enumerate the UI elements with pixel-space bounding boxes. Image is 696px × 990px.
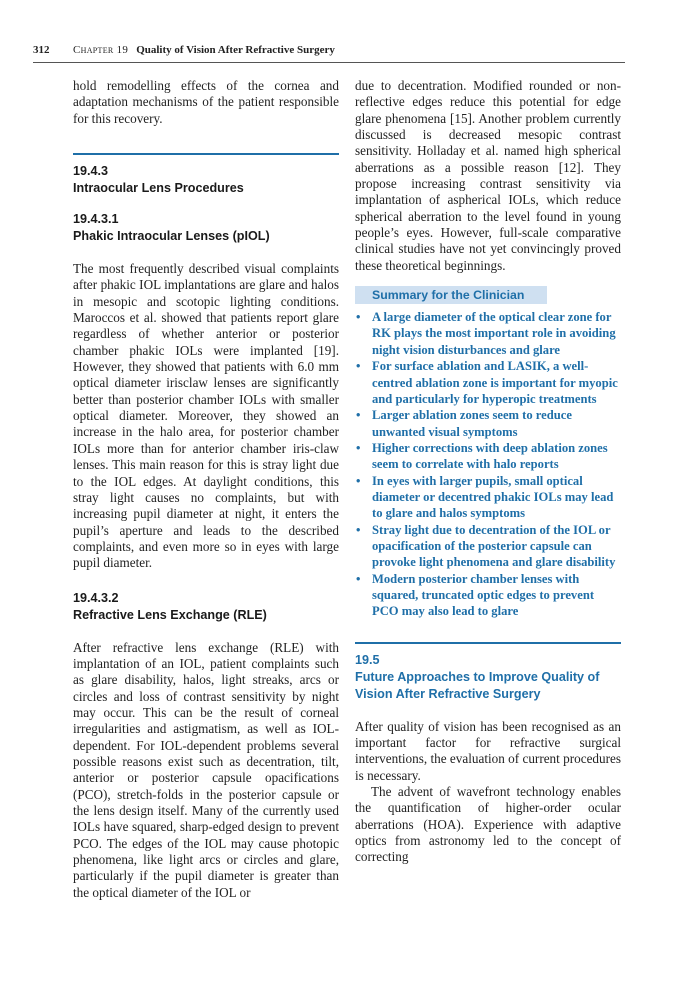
summary-item: • For surface ablation and LASIK, a well-centred ablation zone is important for myopic and particularly for hyperopic treatments xyxy=(356,359,618,406)
header-rule xyxy=(33,62,625,63)
summary-box xyxy=(355,286,621,620)
paragraph-future-2: The advent of wavefront technology enables the quantification of higher-order ocular aberrations (HOA). Experience with adaptive optics from astronomy led to the concept of correcting xyxy=(355,784,621,865)
section-rule xyxy=(73,153,339,155)
bullet-icon: • xyxy=(356,440,361,455)
section-title: Future Approaches to Improve Quality of Vision After Refractive Surgery xyxy=(355,669,600,701)
subsection-number: 19.4.3.2 xyxy=(73,590,119,605)
running-head xyxy=(33,44,625,56)
paragraph-piol: The most frequently described visual complaints after phakic IOL implantations are glare and halos in mesopic and scotopic lighting conditions. Maroccos et al. showed that patients report glare regardless of whether anterior or posterior chamber phakic IOLs were implanted [19]. However, they showed that patients with 6.0 mm optical diameter irisclaw lenses are significantly better than posterior chamber IOLs with smaller optical diameter. Moreover, they showed an increase in the halo area, for posterior chamber IOLs more than for anterior chamber iris-claw lenses. This main reason for this is stray light due to the IOL edges. At daylight conditions, this stray light causes no complaints, but with increasing pupil diameter at night, it enters the pupil’s aperture and leads to the described complaints, and even more so in eyes with large pupil diameter. xyxy=(73,261,339,571)
section-title: Intraocular Lens Procedures xyxy=(73,181,244,196)
summary-list xyxy=(355,309,621,620)
paragraph-rle: After refractive lens exchange (RLE) with implantation of an IOL, patient complaints such as glare disability, halos, light streaks, arcs or circles and loss of contrast sensitivity by night may occur. This can be the result of corneal irregularities and astigmatism, as well as IOL-dependent. For IOL-dependent problems several possible reasons exist such as decentration, tilt, anterior or posterior capsule opacifications (PCO), stretch-folds in the posterior capsule or the lens design itself. Many of the currently used IOLs have squared, sharp-edged design to prevent PCO. The edges of the IOL may cause photopic phenomena, like light arcs or circles and glare, particularly if the pupil diameter is greater than the optical diameter of the IOL or xyxy=(73,639,339,900)
subsection-title: Refractive Lens Exchange (RLE) xyxy=(73,607,267,622)
page-number: 312 xyxy=(33,44,50,56)
subsection-heading-19-4-3-1 xyxy=(73,211,339,245)
summary-item: • A large diameter of the optical clear zone for RK plays the most important role in avoiding night vision disturbances and glare xyxy=(356,310,616,357)
left-column xyxy=(73,78,339,901)
summary-title: Summary for the Clinician xyxy=(355,286,547,304)
bullet-icon: • xyxy=(356,359,361,374)
summary-item: • In eyes with larger pupils, small optical diameter or decentred phakic IOLs may lead to glare and halos symptoms xyxy=(356,473,614,521)
chapter-title: Quality of Vision After Refractive Surgery xyxy=(136,44,335,56)
section-number: 19.5 xyxy=(355,652,380,667)
bullet-icon: • xyxy=(356,408,361,423)
bullet-icon: • xyxy=(356,571,361,586)
subsection-number: 19.4.3.1 xyxy=(73,212,119,227)
bullet-icon: • xyxy=(356,473,361,488)
chapter-label: Chapter 19 xyxy=(73,44,129,56)
right-column xyxy=(355,78,621,866)
subsection-heading-19-4-3-2 xyxy=(73,590,339,624)
paragraph-intro: hold remodelling effects of the cornea and adaptation mechanisms of the patient responsible for this recovery. xyxy=(73,78,339,126)
section-rule xyxy=(355,642,621,644)
summary-item: • Modern posterior chamber lenses with squared, truncated optic edges to prevent PCO may also lead to glare xyxy=(356,571,595,619)
summary-item: • Stray light due to decentration of the IOL or opacification of the posterior capsule can provoke light phenomena and glare disability xyxy=(356,522,616,570)
subsection-title: Phakic Intraocular Lenses (pIOL) xyxy=(73,229,270,244)
summary-item: • Higher corrections with deep ablation zones seem to correlate with halo reports xyxy=(356,440,608,472)
paragraph-continued: due to decentration. Modified rounded or non-reflective edges reduce this potential for edge glare phenomena [15]. Another problem currently discussed is decreased mesopic contrast sensitivity. Holladay et al. named high spherical aberrations as a possible reason [12]. They propose increasing contrast sensitivity via implantation of aspherical IOLs, which reduce spherical aberration to the level found in young people’s eyes. However, full-scale comparative clinical studies have not yet convincingly proved these theoretical beginnings. xyxy=(355,78,621,273)
section-heading-19-5 xyxy=(355,652,621,703)
section-number: 19.4.3 xyxy=(73,164,109,179)
section-heading-19-4-3 xyxy=(73,163,339,197)
bullet-icon: • xyxy=(356,522,361,537)
summary-item: • Larger ablation zones seem to reduce unwanted visual symptoms xyxy=(356,408,572,439)
bullet-icon: • xyxy=(356,310,361,325)
paragraph-future-1: After quality of vision has been recognised as an important factor for refractive surgical interventions, the evaluation of current procedures is necessary. xyxy=(355,718,621,783)
